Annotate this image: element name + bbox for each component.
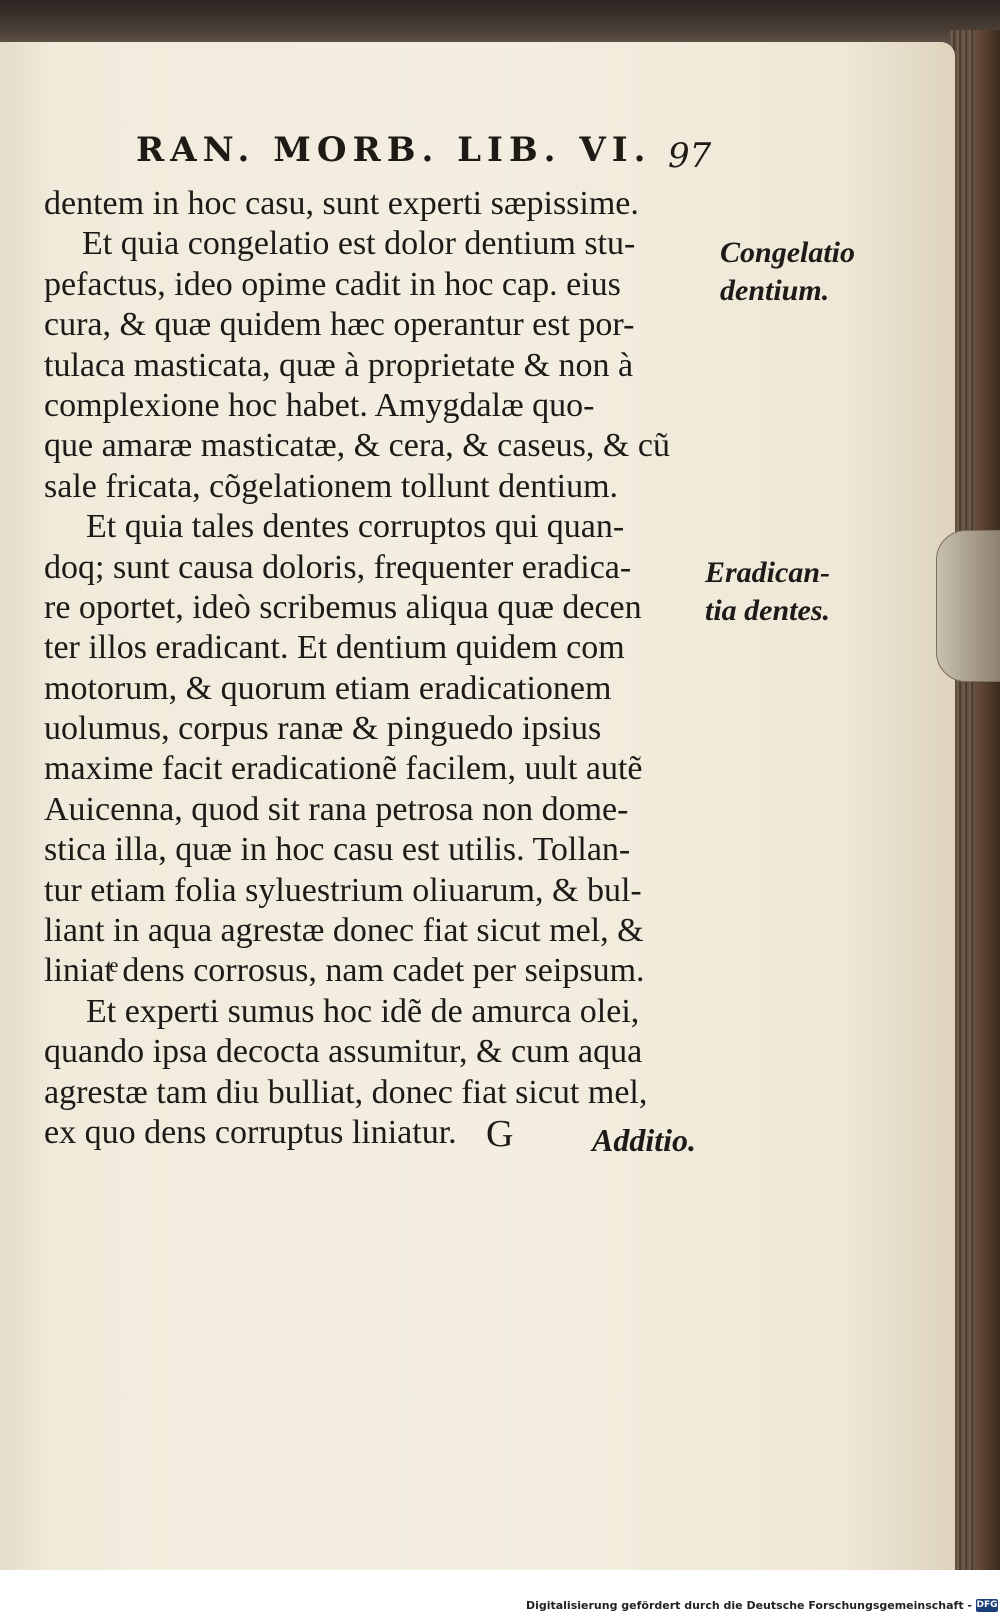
text-line: Auicenna, quod sit rana petrosa non dome- <box>44 790 629 828</box>
running-head: RAN. MORB. LIB. VI. <box>136 130 652 170</box>
text-line: stica illa, quæ in hoc casu est utilis. Tollan- <box>44 831 631 869</box>
text-line: re oportet, ideò scribemus aliqua quæ decen <box>44 588 642 626</box>
page-header <box>0 130 955 176</box>
text-line: sale fricata, cõgelationem tollunt dentium. <box>44 467 619 505</box>
dfg-logo-icon: DFG <box>976 1600 998 1610</box>
margin-note-eradicantia <box>705 554 830 630</box>
digitization-footer <box>0 1596 1000 1616</box>
text-line: ex quo dens corruptus liniatur. <box>44 1113 457 1151</box>
digitization-credit: Digitalisierung gefördert durch die Deutsche Forschungsgemeinschaft - <box>525 1599 972 1612</box>
text-line: doq; sunt causa doloris, frequenter eradica- <box>44 548 632 586</box>
text-line: motorum, & quorum etiam eradicationem <box>44 669 612 707</box>
text-line: liant in aqua agrestæ donec fiat sicut mel, & <box>44 912 644 950</box>
text-line: pefactus, ideo opime cadit in hoc cap. eius <box>44 265 621 303</box>
signature-mark: G <box>486 1113 514 1155</box>
page-clip-tab <box>936 530 1000 682</box>
margin-note-congelatio <box>720 234 855 310</box>
text-line: liniatͤ dens corrosus, nam cadet per seipsum. <box>44 952 645 990</box>
text-line: quando ipsa decocta assumitur, & cum aqua <box>44 1033 643 1071</box>
text-line: tur etiam folia syluestrium oliuarum, & bul- <box>44 871 642 909</box>
page-number: 97 <box>668 136 712 176</box>
text-line: dentem in hoc casu, sunt experti sæpissime. <box>44 185 639 222</box>
margin-note-line: dentium. <box>720 274 830 307</box>
margin-note-line: tia dentes. <box>705 594 830 627</box>
text-line: uolumus, corpus ranæ & pinguedo ipsius <box>44 710 602 748</box>
text-line: Et experti sumus hoc idẽ de amurca olei, <box>86 992 640 1030</box>
text-line: tulaca masticata, quæ à proprietate & non à <box>44 346 634 384</box>
book-cover-edge <box>975 30 1000 1570</box>
text-line: que amaræ masticatæ, & cera, & caseus, & cũ <box>44 427 670 465</box>
text-line: Et quia congelatio est dolor dentium stu- <box>82 225 636 263</box>
catchword: Additio. <box>592 1122 697 1158</box>
text-line: ter illos eradicant. Et dentium quidem com <box>44 629 625 667</box>
text-line: maxime facit eradicationẽ facilem, uult autẽ <box>44 750 643 788</box>
margin-note-line: Eradican- <box>705 556 831 589</box>
text-line: complexione hoc habet. Amygdalæ quo- <box>44 386 595 424</box>
main-text-block <box>44 184 704 1153</box>
text-line: cura, & quæ quidem hæc operantur est por- <box>44 306 635 344</box>
margin-note-line: Congelatio <box>720 236 856 269</box>
text-line: agrestæ tam diu bulliat, donec fiat sicut mel, <box>44 1073 648 1111</box>
text-line: Et quia tales dentes corruptos qui quan- <box>86 508 625 546</box>
